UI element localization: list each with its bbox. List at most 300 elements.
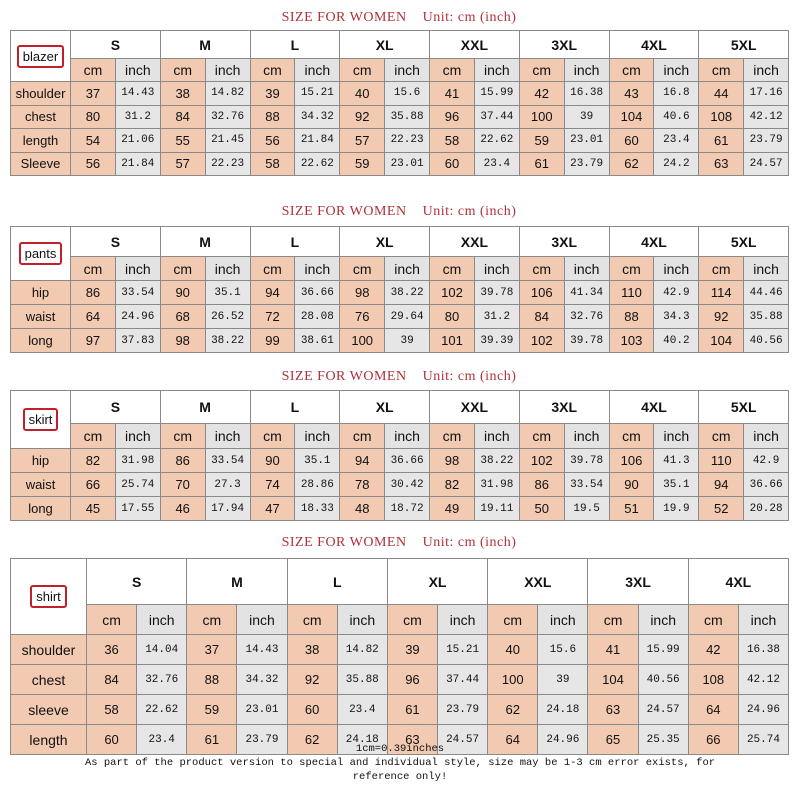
inch-value: 24.96 (738, 695, 788, 725)
inch-value: 16.8 (654, 82, 699, 106)
unit-cm-header: cm (340, 59, 385, 82)
size-header: L (250, 391, 340, 424)
inch-value: 24.57 (438, 725, 488, 755)
unit-inch-header: inch (564, 424, 609, 449)
cm-value: 110 (609, 281, 654, 305)
unit-inch-header: inch (638, 605, 688, 635)
garment-label: shirt (30, 585, 67, 608)
unit-header-row (11, 605, 789, 635)
cm-value: 59 (187, 695, 237, 725)
unit-inch-header: inch (385, 257, 430, 281)
inch-value: 35.1 (295, 449, 340, 473)
measurement-name: chest (11, 105, 71, 129)
cm-value: 92 (340, 105, 385, 129)
cm-value: 38 (160, 82, 205, 106)
garment-label-cell (11, 559, 87, 635)
inch-value: 29.64 (385, 305, 430, 329)
inch-value: 40.6 (654, 105, 699, 129)
inch-value: 42.12 (744, 105, 789, 129)
unit-cm-header: cm (287, 605, 337, 635)
cm-value: 90 (160, 281, 205, 305)
measurement-row (11, 449, 789, 473)
unit-inch-header: inch (538, 605, 588, 635)
cm-value: 90 (609, 473, 654, 497)
inch-value: 15.21 (438, 635, 488, 665)
cm-value: 56 (71, 152, 116, 176)
cm-value: 49 (430, 497, 475, 521)
inch-value: 30.42 (385, 473, 430, 497)
cm-value: 36 (87, 635, 137, 665)
cm-value: 114 (699, 281, 744, 305)
inch-value: 40.2 (654, 329, 699, 353)
inch-value: 39 (538, 665, 588, 695)
cm-value: 106 (519, 281, 564, 305)
inch-value: 15.99 (474, 82, 519, 106)
inch-value: 22.62 (295, 152, 340, 176)
unit-inch-header: inch (115, 59, 160, 82)
unit-cm-header: cm (71, 424, 116, 449)
unit-header-row (11, 257, 789, 281)
cm-value: 99 (250, 329, 295, 353)
disclaimer-line: As part of the product version to special and individual style, size may be 1-3 cm error exists, for (84, 757, 716, 769)
inch-value: 24.96 (538, 725, 588, 755)
size-header: 3XL (588, 559, 688, 605)
inch-value: 32.76 (205, 105, 250, 129)
shirt-size-table (10, 558, 789, 755)
unit-inch-header: inch (337, 605, 387, 635)
table-title: SIZE FOR WOMEN Unit: cm (inch) (281, 369, 517, 384)
inch-value: 24.18 (337, 725, 387, 755)
inch-value: 40.56 (638, 665, 688, 695)
size-header: XXL (430, 391, 520, 424)
inch-value: 18.33 (295, 497, 340, 521)
cm-value: 101 (430, 329, 475, 353)
measurement-name: hip (11, 281, 71, 305)
cm-value: 86 (160, 449, 205, 473)
size-header: L (250, 227, 340, 257)
inch-value: 25.74 (115, 473, 160, 497)
unit-cm-header: cm (519, 59, 564, 82)
unit-inch-header: inch (654, 257, 699, 281)
cm-value: 82 (71, 449, 116, 473)
cm-value: 80 (71, 105, 116, 129)
garment-label-cell (11, 391, 71, 449)
cm-value: 51 (609, 497, 654, 521)
size-header: L (250, 31, 340, 59)
cm-value: 61 (187, 725, 237, 755)
cm-value: 64 (488, 725, 538, 755)
inch-value: 15.21 (295, 82, 340, 106)
cm-value: 88 (187, 665, 237, 695)
inch-value: 39 (564, 105, 609, 129)
inch-value: 23.01 (564, 129, 609, 153)
cm-value: 98 (340, 281, 385, 305)
unit-cm-header: cm (609, 424, 654, 449)
cm-value: 88 (250, 105, 295, 129)
cm-value: 62 (609, 152, 654, 176)
inch-value: 35.88 (337, 665, 387, 695)
size-header: M (160, 227, 250, 257)
cm-value: 96 (430, 105, 475, 129)
inch-value: 15.6 (385, 82, 430, 106)
cm-value: 90 (250, 449, 295, 473)
inch-value: 21.45 (205, 129, 250, 153)
cm-value: 97 (71, 329, 116, 353)
cm-value: 42 (519, 82, 564, 106)
cm-value: 102 (519, 329, 564, 353)
inch-value: 22.62 (474, 129, 519, 153)
inch-value: 14.43 (115, 82, 160, 106)
inch-value: 39.78 (474, 281, 519, 305)
measurement-name: chest (11, 665, 87, 695)
unit-inch-header: inch (654, 59, 699, 82)
cm-value: 94 (340, 449, 385, 473)
inch-value: 14.04 (137, 635, 187, 665)
inch-value: 23.79 (237, 725, 287, 755)
cm-value: 61 (699, 129, 744, 153)
cm-value: 61 (387, 695, 437, 725)
inch-value: 44.46 (744, 281, 789, 305)
cm-value: 92 (287, 665, 337, 695)
unit-cm-header: cm (430, 59, 475, 82)
unit-cm-header: cm (430, 257, 475, 281)
cm-value: 38 (287, 635, 337, 665)
measurement-row (11, 152, 789, 176)
measurement-name: Sleeve (11, 152, 71, 176)
unit-inch-header: inch (474, 59, 519, 82)
cm-value: 50 (519, 497, 564, 521)
unit-cm-header: cm (340, 257, 385, 281)
inch-value: 26.52 (205, 305, 250, 329)
unit-inch-header: inch (137, 605, 187, 635)
cm-value: 74 (250, 473, 295, 497)
cm-value: 59 (519, 129, 564, 153)
cm-value: 72 (250, 305, 295, 329)
unit-inch-header: inch (385, 424, 430, 449)
inch-value: 35.88 (385, 105, 430, 129)
cm-value: 104 (699, 329, 744, 353)
inch-value: 38.22 (385, 281, 430, 305)
size-header: M (187, 559, 287, 605)
measurement-row (11, 635, 789, 665)
cm-value: 40 (340, 82, 385, 106)
measurement-name: length (11, 725, 87, 755)
size-header: 5XL (699, 31, 789, 59)
cm-value: 68 (160, 305, 205, 329)
cm-value: 100 (340, 329, 385, 353)
inch-value: 20.28 (744, 497, 789, 521)
pants-size-section (10, 198, 788, 353)
garment-label-cell (11, 31, 71, 82)
cm-value: 64 (71, 305, 116, 329)
inch-value: 32.76 (564, 305, 609, 329)
inch-value: 39.78 (564, 329, 609, 353)
unit-inch-header: inch (115, 424, 160, 449)
inch-value: 15.6 (538, 635, 588, 665)
cm-value: 61 (519, 152, 564, 176)
cm-value: 102 (430, 281, 475, 305)
inch-value: 34.32 (295, 105, 340, 129)
inch-value: 23.4 (474, 152, 519, 176)
unit-cm-header: cm (250, 257, 295, 281)
cm-value: 39 (250, 82, 295, 106)
unit-cm-header: cm (519, 257, 564, 281)
cm-value: 66 (688, 725, 738, 755)
unit-inch-header: inch (738, 605, 788, 635)
cm-value: 86 (71, 281, 116, 305)
cm-value: 84 (519, 305, 564, 329)
inch-value: 36.66 (385, 449, 430, 473)
inch-value: 33.54 (115, 281, 160, 305)
size-header: 3XL (519, 227, 609, 257)
unit-cm-header: cm (87, 605, 137, 635)
size-header: XL (340, 227, 430, 257)
cm-value: 42 (688, 635, 738, 665)
inch-value: 32.76 (137, 665, 187, 695)
cm-value: 62 (488, 695, 538, 725)
size-header-row (11, 391, 789, 424)
garment-label: skirt (23, 408, 59, 431)
unit-inch-header: inch (385, 59, 430, 82)
cm-value: 52 (699, 497, 744, 521)
cm-value: 76 (340, 305, 385, 329)
table-title: SIZE FOR WOMEN Unit: cm (inch) (281, 535, 517, 550)
cm-value: 108 (688, 665, 738, 695)
unit-cm-header: cm (71, 59, 116, 82)
cm-value: 84 (160, 105, 205, 129)
cm-value: 108 (699, 105, 744, 129)
measurement-name: sleeve (11, 695, 87, 725)
cm-value: 100 (519, 105, 564, 129)
inch-value: 23.01 (385, 152, 430, 176)
unit-inch-header: inch (744, 59, 789, 82)
inch-value: 27.3 (205, 473, 250, 497)
inch-value: 24.57 (638, 695, 688, 725)
cm-value: 98 (160, 329, 205, 353)
inch-value: 35.88 (744, 305, 789, 329)
size-header: M (160, 391, 250, 424)
unit-inch-header: inch (237, 605, 287, 635)
inch-value: 37.83 (115, 329, 160, 353)
cm-value: 57 (160, 152, 205, 176)
inch-value: 24.96 (115, 305, 160, 329)
inch-value: 23.4 (137, 725, 187, 755)
unit-inch-header: inch (564, 257, 609, 281)
inch-value: 23.79 (744, 129, 789, 153)
inch-value: 22.23 (385, 129, 430, 153)
inch-value: 42.9 (744, 449, 789, 473)
size-header: XL (340, 391, 430, 424)
inch-value: 34.32 (237, 665, 287, 695)
measurement-row (11, 329, 789, 353)
cm-value: 63 (588, 695, 638, 725)
inch-value: 19.11 (474, 497, 519, 521)
cm-value: 100 (488, 665, 538, 695)
size-header: S (71, 227, 161, 257)
inch-value: 25.74 (738, 725, 788, 755)
size-header: 5XL (699, 227, 789, 257)
measurement-row (11, 473, 789, 497)
inch-value: 38.22 (205, 329, 250, 353)
cm-value: 92 (699, 305, 744, 329)
cm-value: 82 (430, 473, 475, 497)
inch-value: 39.78 (564, 449, 609, 473)
cm-value: 60 (287, 695, 337, 725)
skirt-size-section (10, 364, 788, 521)
cm-value: 56 (250, 129, 295, 153)
blazer-size-table (10, 30, 789, 176)
unit-cm-header: cm (340, 424, 385, 449)
inch-value: 17.55 (115, 497, 160, 521)
measurement-name: shoulder (11, 82, 71, 106)
inch-value: 24.18 (538, 695, 588, 725)
inch-value: 39 (385, 329, 430, 353)
cm-value: 43 (609, 82, 654, 106)
inch-value: 31.98 (115, 449, 160, 473)
cm-value: 84 (87, 665, 137, 695)
measurement-row (11, 305, 789, 329)
cm-value: 104 (609, 105, 654, 129)
inch-value: 34.3 (654, 305, 699, 329)
inch-value: 36.66 (744, 473, 789, 497)
size-header: 3XL (519, 31, 609, 59)
cm-value: 110 (699, 449, 744, 473)
size-header: S (71, 31, 161, 59)
unit-inch-header: inch (205, 59, 250, 82)
inch-value: 16.38 (738, 635, 788, 665)
cm-value: 44 (699, 82, 744, 106)
inch-value: 38.61 (295, 329, 340, 353)
inch-value: 40.56 (744, 329, 789, 353)
inch-value: 16.38 (564, 82, 609, 106)
inch-value: 21.06 (115, 129, 160, 153)
cm-value: 46 (160, 497, 205, 521)
unit-cm-header: cm (187, 605, 237, 635)
size-header-row (11, 559, 789, 605)
inch-value: 36.66 (295, 281, 340, 305)
cm-value: 58 (430, 129, 475, 153)
inch-value: 17.16 (744, 82, 789, 106)
inch-value: 24.57 (744, 152, 789, 176)
cm-value: 102 (519, 449, 564, 473)
unit-cm-header: cm (688, 605, 738, 635)
unit-inch-header: inch (744, 424, 789, 449)
inch-value: 33.54 (205, 449, 250, 473)
unit-cm-header: cm (609, 257, 654, 281)
inch-value: 41.34 (564, 281, 609, 305)
size-header: XL (387, 559, 487, 605)
unit-cm-header: cm (588, 605, 638, 635)
cm-value: 66 (71, 473, 116, 497)
unit-cm-header: cm (699, 257, 744, 281)
measurement-row (11, 695, 789, 725)
inch-value: 38.22 (474, 449, 519, 473)
size-header-row (11, 227, 789, 257)
inch-value: 23.79 (564, 152, 609, 176)
inch-value: 17.94 (205, 497, 250, 521)
unit-cm-header: cm (160, 257, 205, 281)
blazer-size-section (10, 6, 788, 176)
size-header: XL (340, 31, 430, 59)
size-header: XXL (488, 559, 588, 605)
cm-value: 57 (340, 129, 385, 153)
cm-value: 65 (588, 725, 638, 755)
inch-value: 19.9 (654, 497, 699, 521)
inch-value: 37.44 (474, 105, 519, 129)
cm-value: 94 (699, 473, 744, 497)
cm-value: 40 (488, 635, 538, 665)
cm-value: 106 (609, 449, 654, 473)
cm-value: 60 (609, 129, 654, 153)
garment-label: blazer (17, 45, 64, 68)
cm-value: 39 (387, 635, 437, 665)
measurement-row (11, 281, 789, 305)
inch-value: 31.2 (115, 105, 160, 129)
cm-value: 88 (609, 305, 654, 329)
unit-inch-header: inch (205, 424, 250, 449)
cm-value: 45 (71, 497, 116, 521)
size-header: 4XL (688, 559, 788, 605)
unit-inch-header: inch (654, 424, 699, 449)
inch-value: 14.82 (337, 635, 387, 665)
size-header: 4XL (609, 227, 699, 257)
unit-inch-header: inch (744, 257, 789, 281)
pants-size-table (10, 226, 789, 353)
cm-value: 63 (699, 152, 744, 176)
cm-value: 58 (87, 695, 137, 725)
inch-value: 24.2 (654, 152, 699, 176)
unit-cm-header: cm (699, 59, 744, 82)
inch-value: 31.2 (474, 305, 519, 329)
size-header: 4XL (609, 391, 699, 424)
cm-value: 62 (287, 725, 337, 755)
measurement-row (11, 105, 789, 129)
unit-cm-header: cm (488, 605, 538, 635)
garment-label-cell (11, 227, 71, 281)
inch-value: 22.62 (137, 695, 187, 725)
cm-value: 48 (340, 497, 385, 521)
cm-value: 78 (340, 473, 385, 497)
unit-header-row (11, 59, 789, 82)
inch-value: 15.99 (638, 635, 688, 665)
unit-inch-header: inch (438, 605, 488, 635)
cm-value: 104 (588, 665, 638, 695)
unit-inch-header: inch (295, 257, 340, 281)
size-header: S (71, 391, 161, 424)
measurement-name: waist (11, 305, 71, 329)
size-header-row (11, 31, 789, 59)
cm-value: 41 (588, 635, 638, 665)
skirt-size-table (10, 390, 789, 521)
cm-value: 96 (387, 665, 437, 695)
cm-value: 37 (71, 82, 116, 106)
table-title: SIZE FOR WOMEN Unit: cm (inch) (281, 10, 517, 25)
unit-cm-header: cm (430, 424, 475, 449)
inch-value: 23.79 (438, 695, 488, 725)
unit-inch-header: inch (205, 257, 250, 281)
cm-value: 54 (71, 129, 116, 153)
cm-value: 64 (688, 695, 738, 725)
unit-inch-header: inch (564, 59, 609, 82)
inch-value: 42.9 (654, 281, 699, 305)
table-title: SIZE FOR WOMEN Unit: cm (inch) (281, 204, 517, 219)
unit-cm-header: cm (160, 59, 205, 82)
footer-note (0, 742, 800, 784)
conversion-note: 1cm=0.39inches (355, 743, 445, 755)
shirt-size-section (10, 528, 788, 755)
unit-inch-header: inch (115, 257, 160, 281)
cm-value: 37 (187, 635, 237, 665)
